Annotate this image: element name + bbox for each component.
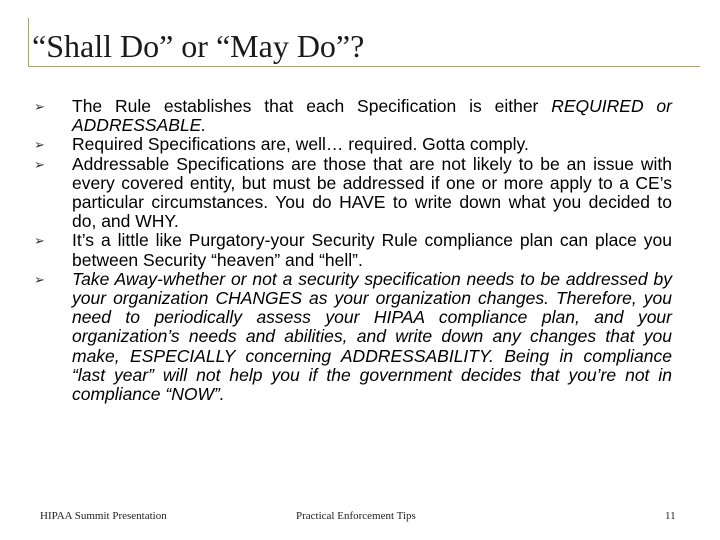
- bullet-item: [34, 270, 672, 404]
- title-rule-vertical: [28, 18, 29, 66]
- slide-title: “Shall Do” or “May Do”?: [32, 28, 365, 64]
- footer-section-name: Practical Enforcement Tips: [296, 510, 416, 522]
- arrow-bullet-icon: ➢: [34, 157, 45, 173]
- bullet-text: The Rule establishes that each Specification is either: [72, 96, 552, 116]
- arrow-bullet-icon: ➢: [34, 234, 45, 250]
- bullet-text-italic: REQUIRED or ADDRESSABLE.: [72, 96, 672, 136]
- bullet-item: [34, 155, 672, 232]
- arrow-bullet-icon: ➢: [34, 100, 45, 115]
- arrow-bullet-icon: ➢: [34, 138, 45, 154]
- bullet-text: It’s a little like Purgatory-your Security Rule compliance plan can place you between Security “heaven” and “hell”.: [72, 230, 672, 270]
- bullet-item: [34, 97, 672, 135]
- title-rule-horizontal: [28, 66, 700, 67]
- bullet-text: Addressable Specifications are those that are not likely to be an issue with every covered entity, but must be addressed if one or more apply to a CE’s particular circumstances. You do HAVE to write down what you decided to do, and WHY.: [72, 153, 672, 232]
- bullet-text-italic: Take Away-whether or not a security specification needs to be addressed by your organization CHANGES as your organization changes. Therefore, you need to periodically assess your HIPAA compliance plan, and your organization’s needs and abilities, and write down any changes that you make, ESPECIALLY concerning ADDRESSABILITY. Being in compliance “last year” will not help you if the government decides that you’re not in compliance “NOW”.: [72, 268, 672, 405]
- bullet-text: Required Specifications are, well… required. Gotta comply.: [72, 134, 529, 155]
- arrow-bullet-icon: ➢: [34, 272, 45, 288]
- footer-presentation-name: HIPAA Summit Presentation: [40, 510, 167, 522]
- bullet-item: [34, 231, 672, 269]
- bullet-item: [34, 135, 672, 154]
- bullet-list: [34, 97, 672, 404]
- footer-page-number: 11: [665, 510, 676, 522]
